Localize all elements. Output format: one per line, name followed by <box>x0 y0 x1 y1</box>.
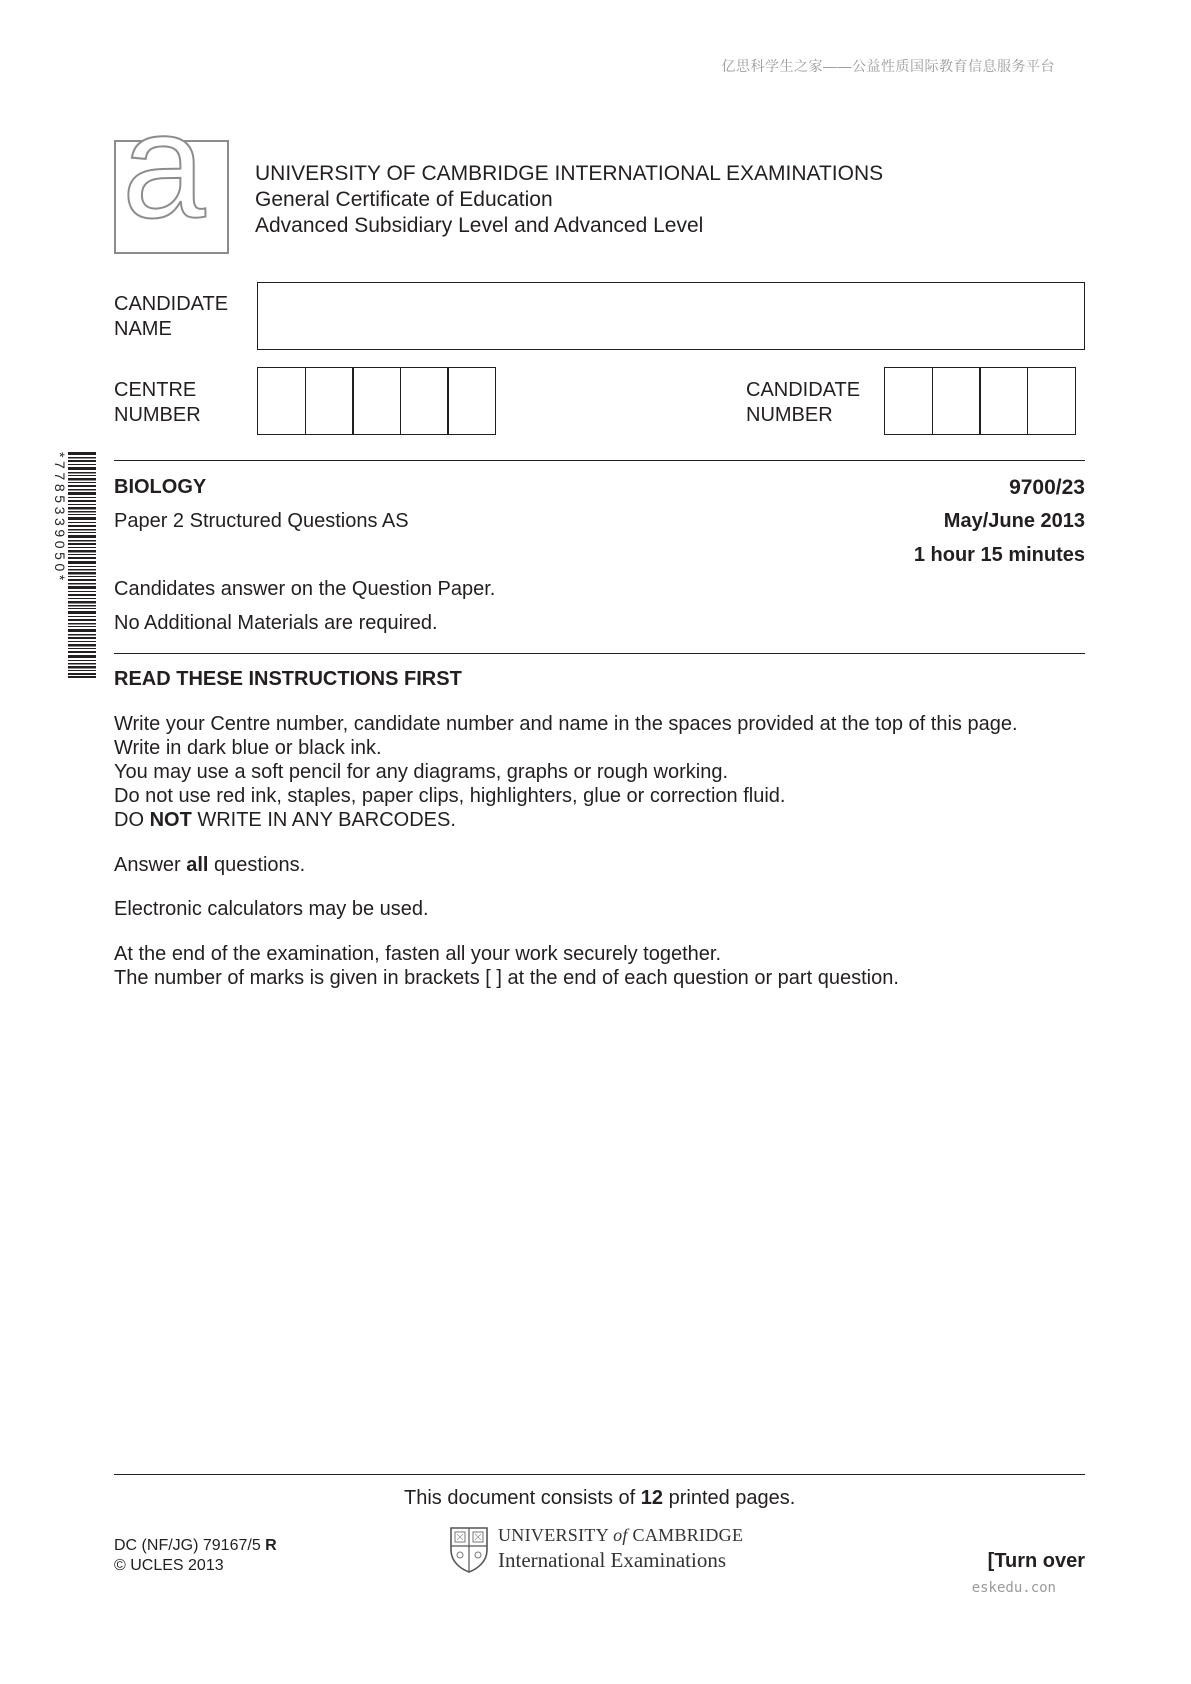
instructions-paragraph-2 <box>114 853 305 877</box>
candidate-number-label <box>746 378 860 428</box>
wordmark-line-1 <box>498 1525 743 1546</box>
candidate-name-field[interactable] <box>257 282 1085 350</box>
exam-board-logo <box>114 81 229 254</box>
instruction-line: Do not use red ink, staples, paper clips, highlighters, glue or correction fluid. <box>114 785 786 807</box>
header-line-2: General Certificate of Education <box>255 188 553 211</box>
watermark-bottom: eskedu.con <box>971 1580 1056 1596</box>
reference-suffix: R <box>265 1537 277 1554</box>
exam-answer-on: Candidates answer on the Question Paper. <box>114 578 496 600</box>
centre-number-label-line2: NUMBER <box>114 404 201 426</box>
instruction-line: At the end of the examination, fasten all your work securely together. <box>114 943 722 965</box>
wordmark-text: UNIVERSITY <box>498 1525 614 1545</box>
wordmark-italic: of <box>613 1525 628 1545</box>
header-line-1: UNIVERSITY OF CAMBRIDGE INTERNATIONAL EXAMINATIONS <box>255 162 884 185</box>
exam-materials: No Additional Materials are required. <box>114 612 438 634</box>
reference-code: DC (NF/JG) 79167/5 <box>114 1537 266 1554</box>
centre-number-cell[interactable] <box>400 367 449 435</box>
document-reference <box>114 1536 277 1576</box>
candidate-name-label-line2: NAME <box>114 318 172 340</box>
exam-subject: BIOLOGY <box>114 476 207 498</box>
candidate-number-label-line2: NUMBER <box>746 404 833 426</box>
exam-duration: 1 hour 15 minutes <box>913 544 1085 566</box>
centre-number-field[interactable] <box>257 367 496 435</box>
centre-number-cell[interactable] <box>447 367 496 435</box>
barcode-digits-column <box>54 452 68 678</box>
candidate-number-cell[interactable] <box>1027 367 1076 435</box>
instruction-text: questions. <box>208 854 306 876</box>
page-count-text: printed pages. <box>663 1487 796 1509</box>
page-count-number: 12 <box>640 1487 664 1509</box>
wordmark-text: CAMBRIDGE <box>627 1525 744 1545</box>
instructions-paragraph-3: Electronic calculators may be used. <box>114 898 429 920</box>
cambridge-crest-icon <box>449 1526 489 1574</box>
instructions-paragraph-1 <box>114 712 1018 832</box>
barcode-bars <box>68 452 96 678</box>
logo-letter: a <box>122 81 206 249</box>
divider-bottom <box>114 1474 1085 1475</box>
centre-number-label <box>114 378 201 428</box>
instruction-text: Answer <box>114 854 187 876</box>
exam-header <box>255 161 883 239</box>
watermark-top: 亿思科学生之家——公益性质国际教育信息服务平台 <box>721 58 1055 74</box>
reference-line <box>114 1536 277 1556</box>
instructions-heading: READ THESE INSTRUCTIONS FIRST <box>114 668 462 690</box>
instruction-line: The number of marks is given in brackets [ ] at the end of each question or part question. <box>114 967 899 989</box>
divider-middle <box>114 653 1085 654</box>
instruction-text: DO <box>114 809 150 831</box>
page-count-text: This document consists of <box>404 1487 641 1509</box>
page-count <box>404 1487 795 1510</box>
candidate-number-field[interactable] <box>884 367 1076 435</box>
candidate-number-cell[interactable] <box>979 367 1028 435</box>
exam-code: 9700/23 <box>1009 476 1085 499</box>
barcode-digits: *7785339050* <box>52 452 68 584</box>
instruction-emphasis: NOT <box>149 809 192 831</box>
candidate-name-label <box>114 292 228 342</box>
candidate-name-label-line1: CANDIDATE <box>114 293 229 315</box>
instruction-line: Write your Centre number, candidate number and name in the spaces provided at the top of this page. <box>114 713 1018 735</box>
turn-over: [Turn over <box>987 1550 1085 1572</box>
centre-number-cell[interactable] <box>352 367 401 435</box>
header-line-3: Advanced Subsidiary Level and Advanced Level <box>255 214 704 237</box>
candidate-number-cell[interactable] <box>884 367 933 435</box>
wordmark-line-2: International Examinations <box>498 1548 727 1572</box>
instruction-line <box>114 808 1018 832</box>
centre-number-cell[interactable] <box>305 367 354 435</box>
instruction-text: WRITE IN ANY BARCODES. <box>191 809 456 831</box>
candidate-number-cell[interactable] <box>932 367 981 435</box>
barcode <box>52 452 96 678</box>
instructions-paragraph-4 <box>114 942 899 990</box>
centre-number-label-line1: CENTRE <box>114 379 197 401</box>
copyright: © UCLES 2013 <box>114 1557 224 1574</box>
candidate-number-label-line1: CANDIDATE <box>746 379 861 401</box>
instruction-emphasis: all <box>186 854 209 876</box>
divider-top <box>114 460 1085 461</box>
exam-session: May/June 2013 <box>943 510 1085 532</box>
exam-paper: Paper 2 Structured Questions AS <box>114 510 409 532</box>
centre-number-cell[interactable] <box>257 367 306 435</box>
cambridge-wordmark <box>498 1525 743 1573</box>
instruction-line: Write in dark blue or black ink. <box>114 737 382 759</box>
instruction-line: You may use a soft pencil for any diagrams, graphs or rough working. <box>114 761 729 783</box>
